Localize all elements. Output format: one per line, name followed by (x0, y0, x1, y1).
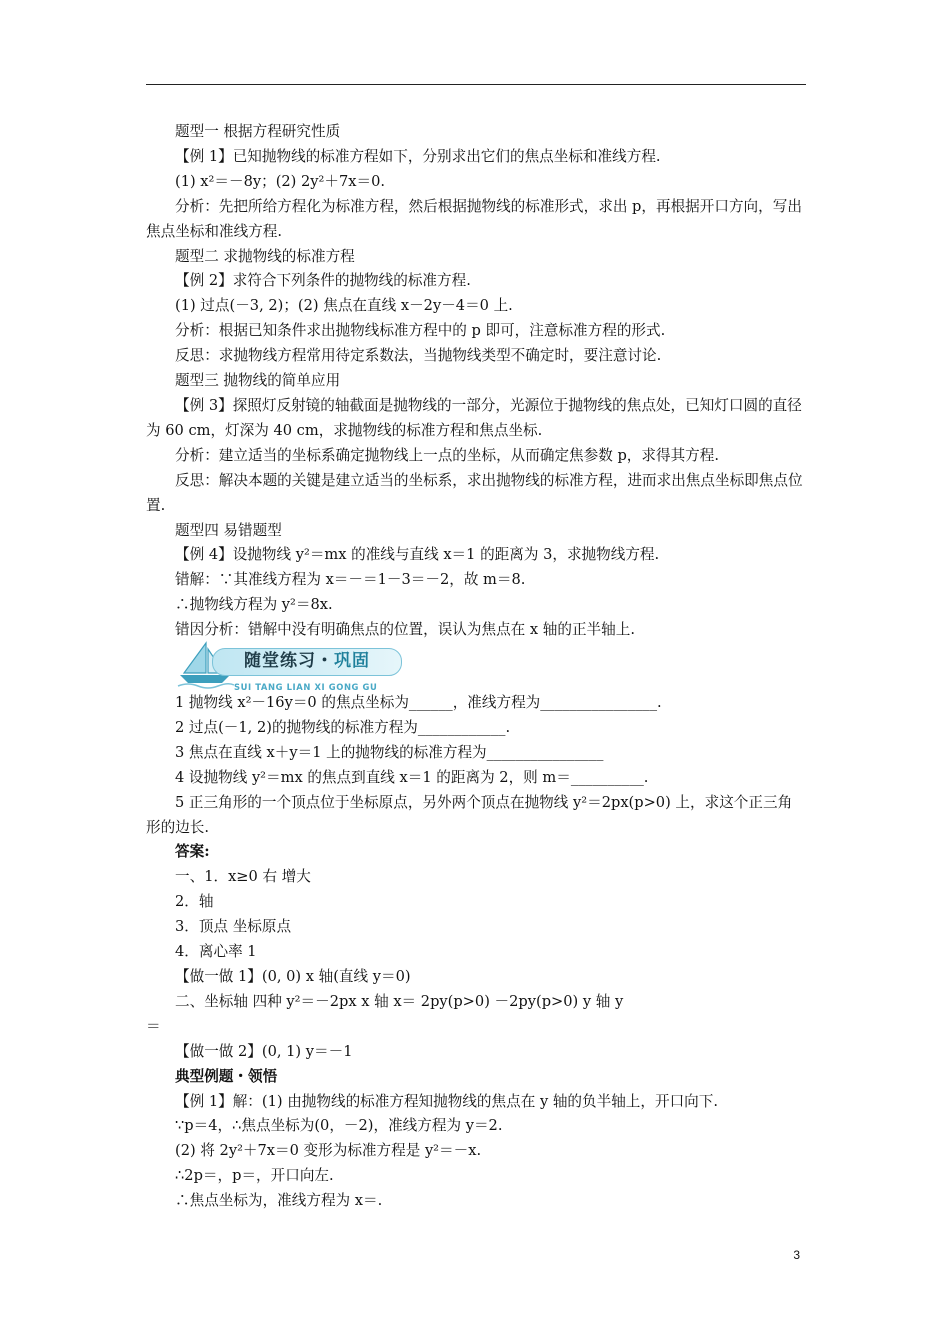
example-4-error-analysis: 错因分析：错解中没有明确焦点的位置，误认为焦点在 x 轴的正半轴上. (175, 621, 635, 639)
solution-line: (2) 将 2y²＋7x＝0 变形为标准方程是 y²＝－x. (175, 1142, 482, 1160)
solution-line: 【例 1】解：(1) 由抛物线的标准方程知抛物线的焦点在 y 轴的负半轴上，开口向下. (175, 1092, 718, 1110)
exercise-2: 2 过点(－1, 2)的抛物线的标准方程为____________. (175, 718, 511, 736)
example-2-conditions: (1) 过点(－3, 2)；(2) 焦点在直线 x－2y－4＝0 上. (175, 297, 513, 315)
header-rule (146, 84, 806, 85)
example-3-reflection: 反思：解决本题的关键是建立适当的坐标系，求出抛物线的标准方程，进而求出焦点坐标即焦点位置. (146, 471, 803, 514)
exercise-3: 3 焦点在直线 x＋y＝1 上的抛物线的标准方程为________________ (175, 743, 604, 761)
example-2-reflection: 反思：求抛物线方程常用待定系数法，当抛物线类型不确定时，要注意讨论. (175, 347, 662, 365)
solution-line: ∴焦点坐标为，准线方程为 x＝. (175, 1192, 383, 1210)
exercise-5: 5 正三角形的一个顶点位于坐标原点，另外两个顶点在抛物线 y²＝2px(p>0) 上，求这个正三角形的边长. (146, 793, 793, 836)
solution-line: ∵p＝4，∴焦点坐标为(0，－2)，准线方程为 y＝2. (175, 1117, 503, 1135)
page-number: 3 (793, 1248, 800, 1262)
example-3-analysis: 分析：建立适当的坐标系确定抛物线上一点的坐标，从而确定焦参数 p，求得其方程. (175, 446, 719, 464)
section-heading: 题型二 求抛物线的标准方程 (175, 247, 355, 265)
answer-line: 【做一做 2】(0, 1) y＝－1 (175, 1042, 353, 1060)
example-4-wrong-solution: 错解：∵其准线方程为 x＝－＝1－3＝－2，故 m＝8. (175, 571, 526, 589)
answer-line: ＝ (146, 1017, 161, 1035)
section-heading-examples: 典型例题・领悟 (175, 1067, 278, 1085)
answer-line: 2．轴 (175, 893, 214, 911)
example-2-analysis: 分析：根据已知条件求出抛物线标准方程中的 p 即可，注意标准方程的形式. (175, 322, 666, 340)
banner-title: 随堂练习・巩固 (244, 651, 370, 672)
solution-line: ∴2p＝，p＝，开口向左. (175, 1167, 334, 1185)
exercise-4: 4 设抛物线 y²＝mx 的焦点到直线 x＝1 的距离为 2，则 m＝__________. (175, 768, 649, 786)
page-content (146, 120, 806, 1214)
answer-line: 二、坐标轴 四种 y²＝－2px x 轴 x＝ 2py(p>0) －2py(p>0) y 轴 y (175, 992, 624, 1010)
exercise-1: 1 抛物线 x²－16y＝0 的焦点坐标为______，准线方程为________________. (175, 694, 662, 712)
answer-line: 3．顶点 坐标原点 (175, 918, 292, 936)
section-heading: 题型三 抛物线的简单应用 (175, 372, 341, 390)
example-4-wrong-result: ∴抛物线方程为 y²＝8x. (175, 596, 333, 614)
example-1-analysis: 分析：先把所给方程化为标准方程，然后根据抛物线的标准形式，求出 p，再根据开口方向，写出焦点坐标和准线方程. (146, 197, 802, 240)
banner-subtitle: SUI TANG LIAN XI GONG GU (234, 682, 378, 693)
example-1-equations: (1) x²＝－8y；(2) 2y²＋7x＝0. (175, 172, 386, 190)
answer-line: 一、1．x≥0 右 增大 (175, 868, 311, 886)
example-2-statement: 【例 2】求符合下列条件的抛物线的标准方程. (175, 272, 471, 290)
section-heading: 题型四 易错题型 (175, 521, 282, 539)
example-1-statement: 【例 1】已知抛物线的标准方程如下，分别求出它们的焦点坐标和准线方程. (175, 147, 661, 165)
practice-banner (172, 645, 402, 693)
section-heading: 题型一 根据方程研究性质 (175, 123, 341, 140)
answer-line: 【做一做 1】(0, 0) x 轴(直线 y＝0) (175, 968, 411, 985)
answer-line: 4．离心率 1 (175, 943, 257, 961)
example-4-statement: 【例 4】设抛物线 y²＝mx 的准线与直线 x＝1 的距离为 3，求抛物线方程. (175, 546, 660, 564)
answers-heading: 答案: (175, 843, 210, 861)
example-3-statement: 【例 3】探照灯反射镜的轴截面是抛物线的一部分，光源位于抛物线的焦点处，已知灯口圆的直径为 60 cm，灯深为 40 cm，求抛物线的标准方程和焦点坐标. (146, 396, 802, 439)
